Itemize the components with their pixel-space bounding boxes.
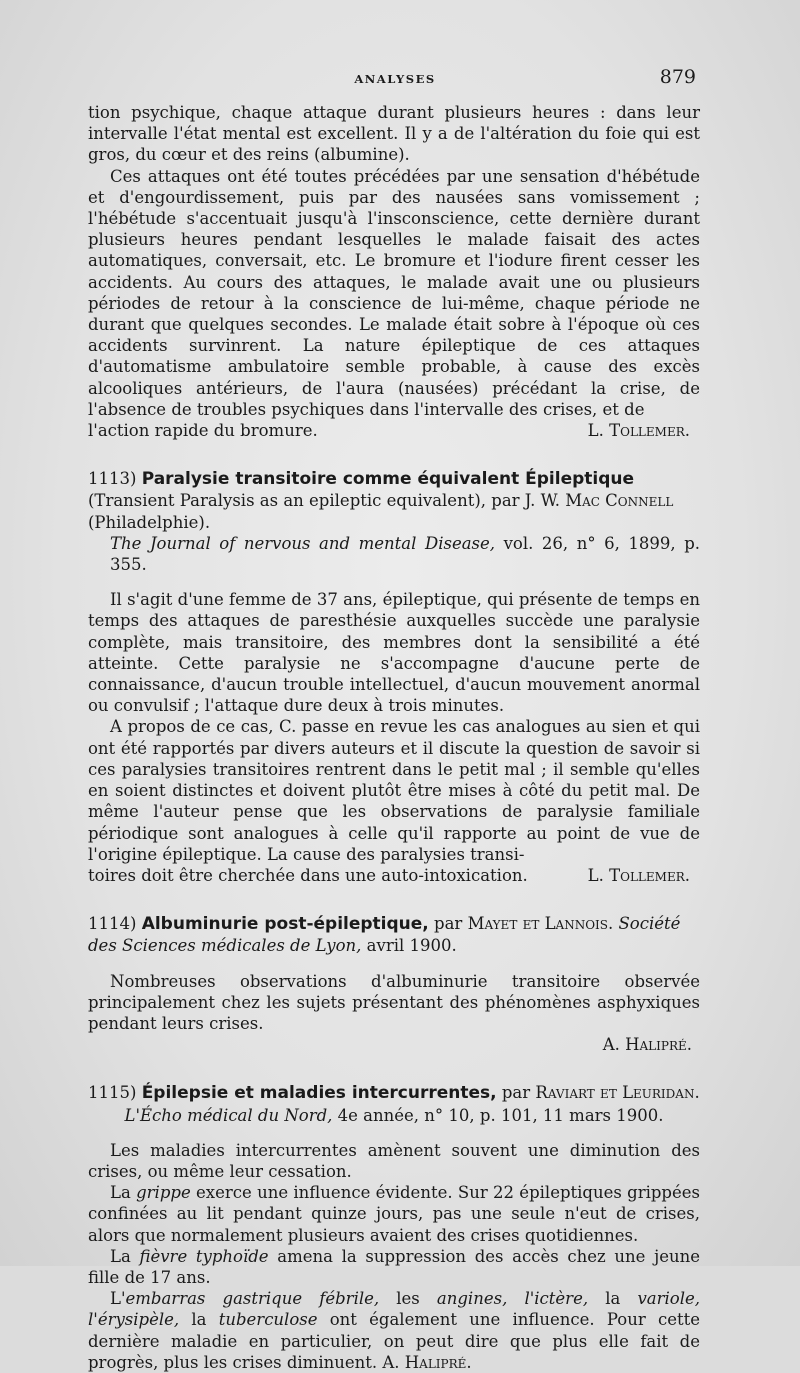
citation-details: vol. 26, n° 6, 1899, p. 355. xyxy=(110,533,701,575)
journal-title: L'Écho médical du Nord, xyxy=(124,1105,333,1125)
entry-by: par xyxy=(501,1083,531,1103)
abstract-paragraph-2: A propos de ce cas, C. passe en revue les cas analogues au sien et qui ont été rapportés par divers auteurs et il discute la question de savoir si ces paralysies transitoires rentrent dans le petit mal ; il semble qu'elles en soient distinctes et doivent plutôt être mises à côté du petit mal. De même l'auteur pense que les observations de paralysie familiale périodique sont analogues à celle qu'il rapporte au point de vue de l'origine épileptique. La cause des paralysies transi- xyxy=(88,717,700,864)
entry-1113 xyxy=(88,468,700,886)
abstract-last-line xyxy=(88,865,700,886)
entry-title-rest: (Transient Paralysis as an epileptic equivalent), par J. W. xyxy=(88,491,560,511)
entry-number: 1115) xyxy=(88,1083,137,1103)
text-span: les xyxy=(396,1289,420,1309)
emphasis: fièvre typhoïde xyxy=(139,1246,269,1266)
abstract-paragraph-2 xyxy=(88,1182,700,1246)
entry-citation xyxy=(88,1105,700,1126)
entry-1114 xyxy=(88,913,700,1055)
entry-by: par xyxy=(434,914,463,934)
text-span: ont également une influence. Pour cette dernière maladie en particulier, on peut dire que plus elle fait de progrès, plus les crises diminuent. xyxy=(88,1310,700,1372)
emphasis: grippe xyxy=(136,1183,191,1203)
abstract-paragraph-1: Il s'agit d'une femme de 37 ans, épileptique, qui présente de temps en temps des attaques de paresthésie auxquelles succède une paralysie complète, mais transitoire, des membres dont la sensibilité a été atteinte. Cette paralysie ne s'accompagne d'aucune perte de connaissance, d'aucun trouble intellectuel, d'aucun mouvement anormal ou convulsif ; l'attaque dure deux à trois minutes. xyxy=(88,590,700,716)
signature: A. Halipré. xyxy=(382,1352,472,1372)
emphasis: angines, xyxy=(436,1289,508,1309)
signature: L. Tollemer. xyxy=(587,421,690,441)
entry-heading xyxy=(88,913,700,956)
continuation-last-line xyxy=(88,420,700,441)
abstract-paragraph-3 xyxy=(88,1246,700,1288)
entry-citation xyxy=(88,533,700,575)
continuation-paragraph-1: tion psychique, chaque attaque durant plusieurs heures : dans leur intervalle l'état mental est excellent. Il y a de l'altération du foie qui est gros, du cœur et des reins (albumine). xyxy=(88,103,700,165)
continuation-paragraph-2-text: Ces attaques ont été toutes précédées par une sensation d'hébétude et d'engourdissement, puis par des nausées sans vomissement ; l'hébétude s'accentuait jusqu'à l'insconscience, cette dernière durant plusieurs heures pendant lesquelles le malade faisait des actes automatiques, conversait, etc. Le bromure et l'iodure firent cesser les accidents. Au cours des attaques, le malade avait une ou plusieurs périodes de retour à la conscience de lui-même, chaque période ne durant que quelques secondes. Le malade était sobre à l'époque où ces accidents survinrent. La nature épileptique de ces attaques d'automatisme ambulatoire semble probable, à cause des excès alcooliques antérieurs, de l'aura (nausées) précédant la crise, de l'absence de troubles psychiques dans l'intervalle des crises, et de xyxy=(88,166,700,419)
page-header xyxy=(90,62,700,92)
abstract-paragraph-1: Les maladies intercurrentes amènent souvent une diminution des crises, ou même leur cessation. xyxy=(88,1140,700,1181)
abstract-paragraph-2-last: toires doit être cherchée dans une auto-intoxication. xyxy=(88,865,528,885)
emphasis: variole, xyxy=(637,1289,700,1309)
continuation-paragraph-2 xyxy=(88,166,700,420)
text-span: amena la suppression des accès chez une jeune fille de 17 ans. xyxy=(88,1246,700,1287)
emphasis: tuberculose xyxy=(218,1310,318,1330)
citation-details: 4e année, n° 10, p. 101, 11 mars 1900. xyxy=(337,1105,664,1125)
text-span: L' xyxy=(110,1289,126,1309)
signature: A. Halipré. xyxy=(602,1035,692,1055)
entry-heading xyxy=(88,468,700,533)
text-span: La xyxy=(110,1183,131,1203)
page-number: 879 xyxy=(659,66,696,88)
entry-number: 1114) xyxy=(88,914,137,934)
emphasis: embarras gastrique fébrile, xyxy=(125,1289,380,1309)
text-span: la xyxy=(191,1310,207,1330)
entry-title: Paralysie transitoire comme équivalent Épileptique xyxy=(141,469,635,490)
running-head: ANALYSES xyxy=(354,72,436,86)
entry-authors: Raviart et Leuridan. xyxy=(535,1083,700,1103)
entry-1115 xyxy=(88,1082,700,1373)
entry-title: Albuminurie post-épileptique, xyxy=(141,914,429,935)
journal-title: The Journal of nervous and mental Disease, xyxy=(110,533,496,553)
text-span: exerce une influence évidente. Sur 22 épileptiques grippées confinées au lit pendant quinze jours, pas une seule n'eut de crises, alors que normalement plusieurs avaient des crises quotidiennes. xyxy=(88,1183,700,1245)
entry-title: Épilepsie et maladies intercurrentes, xyxy=(141,1083,497,1104)
journal-title: Société des Sciences médicales de Lyon, xyxy=(88,914,681,956)
page-body xyxy=(88,102,700,1373)
abstract-paragraph-1: Nombreuses observations d'albuminurie transitoire observée principalement chez les sujets présentant des phénomènes asphyxiques pendant leurs crises. xyxy=(88,971,700,1033)
abstract-paragraph-4 xyxy=(88,1288,700,1373)
signature: L. Tollemer. xyxy=(587,865,690,885)
entry-author: Mac Connell xyxy=(565,491,674,511)
entry-number: 1113) xyxy=(88,469,137,489)
text-span: La xyxy=(110,1246,131,1266)
emphasis: l'ictère, xyxy=(524,1289,589,1309)
entry-authors: Mayet et Lannois. xyxy=(467,914,614,934)
entry-author-rest: (Philadelphie). xyxy=(88,512,211,532)
continuation-paragraph-2-last: l'action rapide du bromure. xyxy=(88,421,318,441)
text-span: la xyxy=(605,1289,621,1309)
citation-details: avril 1900. xyxy=(366,936,457,956)
entry-heading xyxy=(88,1082,700,1104)
emphasis: l'érysipèle, xyxy=(88,1310,180,1330)
